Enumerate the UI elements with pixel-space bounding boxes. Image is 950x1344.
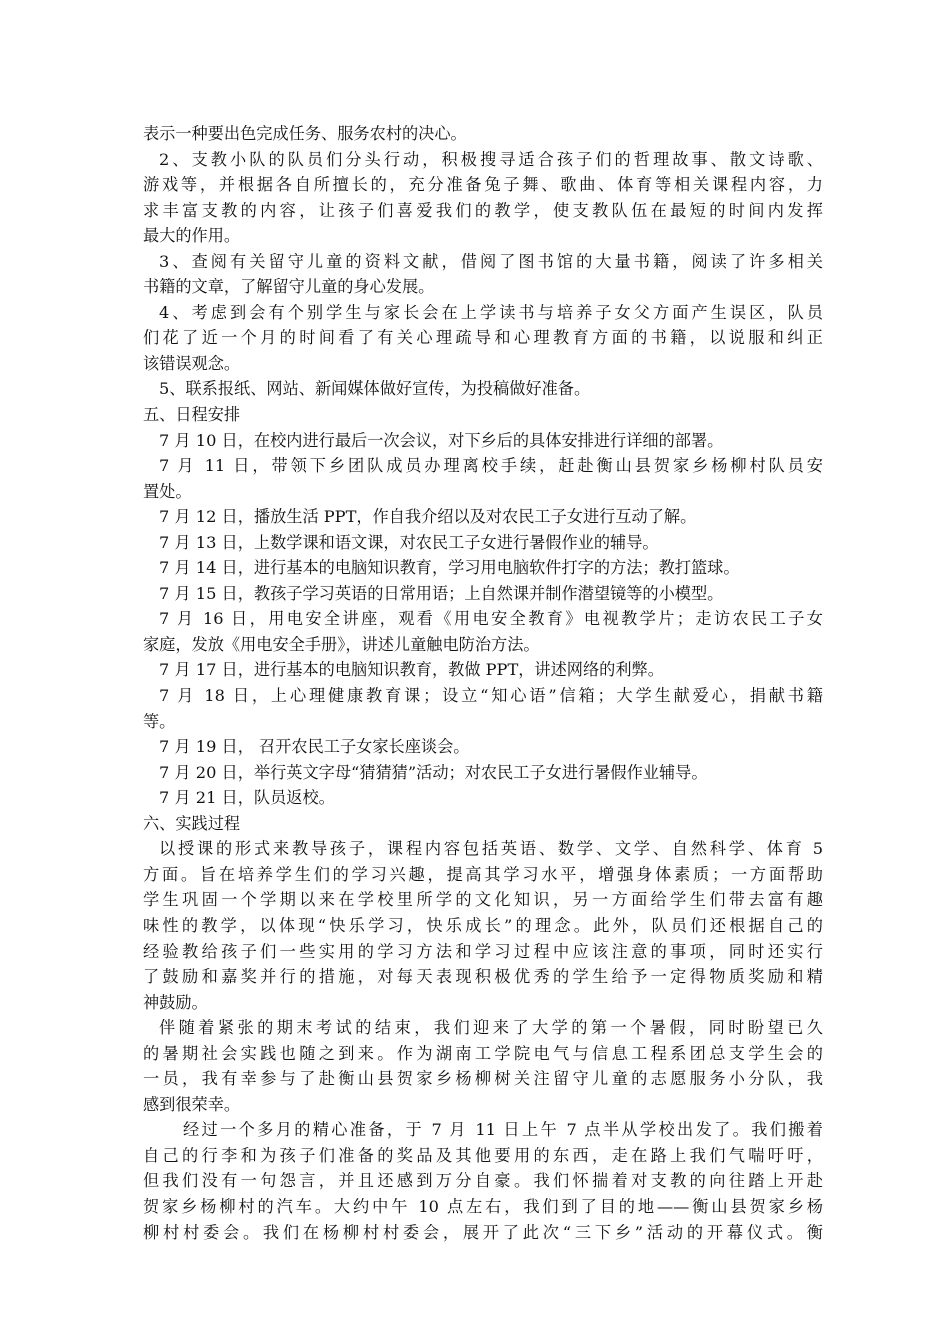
text-line: 4、考虑到会有个别学生与家长会在上学读书与培养子女父方面产生误区，队员 [159, 302, 823, 322]
text-line: 但我们没有一句怨言，并且还感到万分自豪。我们怀揣着对支教的向往踏上开赴 [143, 1171, 823, 1191]
text-line: 自己的行李和为孩子们准备的奖品及其他要用的东西，走在路上我们气喘吁吁， [143, 1145, 823, 1165]
text-line: 7 月 18 日，上心理健康教育课；设立“知心语”信箱；大学生献爱心，捐献书籍 [159, 686, 823, 706]
text-line: 置处。 [143, 481, 192, 501]
text-line: 学生巩固一个学期以来在学校里所学的文化知识，另一方面给学生们带去富有趣 [143, 890, 823, 910]
text-line: 了鼓励和嘉奖并行的措施，对每天表现积极优秀的学生给予一定得物质奖励和精 [143, 967, 823, 987]
text-line: 7 月 20 日，举行英文字母“猜猜猜”活动；对农民工子女进行暑假作业辅导。 [159, 762, 708, 782]
text-line: 们花了近一个月的时间看了有关心理疏导和心理教育方面的书籍，以说服和纠正 [143, 328, 823, 348]
text-line: 伴随着紧张的期末考试的结束，我们迎来了大学的第一个暑假，同时盼望已久 [159, 1018, 823, 1038]
text-line: 7 月 15 日，教孩子学习英语的日常用语；上自然课并制作潜望镜等的小模型。 [159, 583, 724, 603]
document-body [143, 121, 823, 1245]
text-line: 5、联系报纸、网站、新闻媒体做好宣传，为投稿做好准备。 [159, 379, 591, 399]
text-line: 感到很荣幸。 [143, 1094, 241, 1114]
text-line: 五、日程安排 [143, 405, 241, 425]
text-line: 7 月 16 日，用电安全讲座，观看《用电安全教育》电视教学片；走访农民工子女 [159, 609, 823, 629]
text-line: 一员，我有幸参与了赴衡山县贺家乡杨柳树关注留守儿童的志愿服务小分队，我 [143, 1069, 823, 1089]
text-line: 求丰富支教的内容，让孩子们喜爱我们的教学，使支教队伍在最短的时间内发挥 [143, 200, 823, 220]
text-line: 柳村村委会。我们在杨柳村村委会，展开了此次“三下乡”活动的开幕仪式。衡 [143, 1222, 823, 1242]
text-line: 神鼓励。 [143, 992, 208, 1012]
text-line: 以授课的形式来教导孩子，课程内容包括英语、数学、文学、自然科学、体育 5 [159, 839, 823, 859]
text-line: 7 月 14 日，进行基本的电脑知识教育，学习用电脑软件打字的方法；教打篮球。 [159, 558, 740, 578]
text-line: 7 月 12 日，播放生活 PPT，作自我介绍以及对农民工子女进行互动了解。 [159, 507, 697, 527]
text-line: 方面。旨在培养学生们的学习兴趣，提高其学习水平，增强身体素质；一方面帮助 [143, 864, 823, 884]
text-line: 3、查阅有关留守儿童的资料文献，借阅了图书馆的大量书籍，阅读了许多相关 [159, 251, 823, 271]
text-line: 味性的教学，以体现“快乐学习，快乐成长”的理念。此外，队员们还根据自己的 [143, 915, 823, 935]
text-line: 最大的作用。 [143, 226, 241, 246]
text-line: 7 月 11 日，带领下乡团队成员办理离校手续，赶赴衡山县贺家乡杨柳村队员安 [159, 456, 823, 476]
text-line: 7 月 13 日，上数学课和语文课，对农民工子女进行暑假作业的辅导。 [159, 532, 659, 552]
text-line: 家庭，发放《用电安全手册》，讲述儿童触电防治方法。 [143, 634, 540, 654]
text-line: 表示一种要出色完成任务、服务农村的决心。 [143, 124, 467, 143]
text-line: 等。 [143, 711, 176, 731]
text-line: 六、实践过程 [143, 813, 241, 833]
text-line: 书籍的文章，了解留守儿童的身心发展。 [143, 277, 435, 297]
text-line: 7 月 10 日，在校内进行最后一次会议，对下乡后的具体安排进行详细的部署。 [159, 430, 724, 450]
text-line: 7 月 19 日， 召开农民工子女家长座谈会。 [159, 737, 470, 757]
text-line: 经验教给孩子们一些实用的学习方法和学习过程中应该注意的事项，同时还实行 [143, 941, 823, 961]
text-line: 的暑期社会实践也随之到来。作为湖南工学院电气与信息工程系团总支学生会的 [143, 1043, 823, 1063]
text-line: 经过一个多月的精心准备，于 7 月 11 日上午 7 点半从学校出发了。我们搬着 [183, 1120, 823, 1140]
text-line: 游戏等，并根据各自所擅长的，充分准备兔子舞、歌曲、体育等相关课程内容，力 [143, 175, 823, 195]
text-line: 该错误观念。 [143, 353, 241, 373]
text-line: 7 月 17 日，进行基本的电脑知识教育，教做 PPT，讲述网络的利弊。 [159, 660, 664, 680]
text-line: 贺家乡杨柳村的汽车。大约中午 10 点左右，我们到了目的地——衡山县贺家乡杨 [143, 1196, 823, 1216]
text-line: 7 月 21 日，队员返校。 [159, 788, 335, 808]
text-line: 2、支教小队的队员们分头行动，积极搜寻适合孩子们的哲理故事、散文诗歌、 [159, 149, 823, 169]
